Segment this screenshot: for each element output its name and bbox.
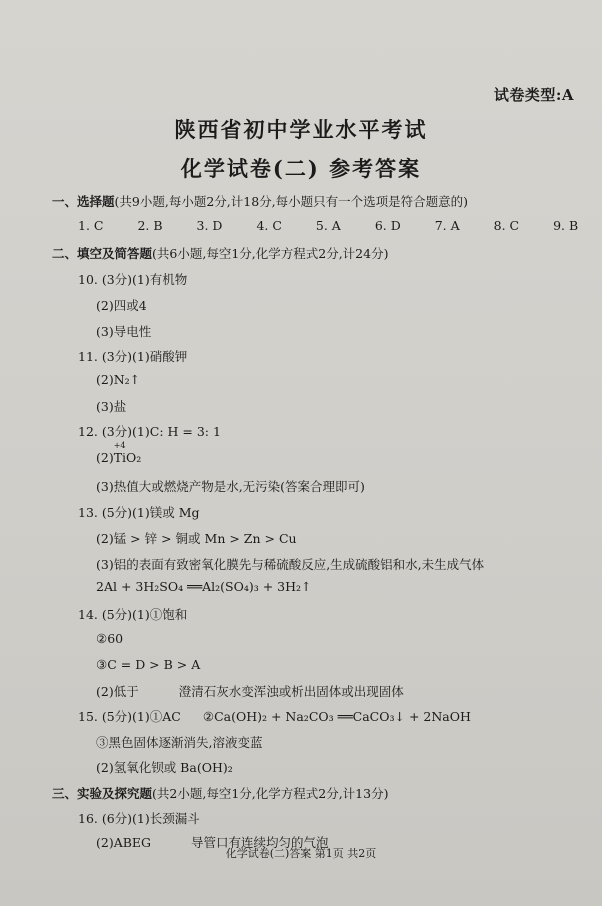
q16-part2-a: (2)ABEG: [96, 835, 152, 850]
q12-answer-3: (3)热值大或燃烧产物是水,无污染(答案合理即可): [96, 479, 365, 494]
page-footer: 化学试卷(二)答案 第1页 共2页: [225, 847, 377, 860]
q16-part2-b: 导管口有连续均匀的气泡: [191, 835, 329, 850]
q12-formula: TiO₂: [113, 450, 142, 465]
section3-note: (共2小题,每空1分,化学方程式2分,计13分): [152, 786, 389, 801]
mc-answer-9: 9. B: [553, 218, 579, 233]
section1-answers: [78, 218, 578, 233]
section3-heading: [52, 784, 388, 802]
mc-answer-5: 5. A: [315, 218, 341, 233]
q11-answer-1: 11. (3分)(1)硝酸钾: [78, 349, 188, 364]
mc-answer-3: 3. D: [196, 218, 223, 233]
q12-answer-2: [96, 441, 142, 465]
q14-part2-b: 澄清石灰水变浑浊或析出固体或出现固体: [178, 684, 404, 699]
q14-answer-2: ②60: [96, 631, 124, 646]
answer-key-title: 化学试卷(二) 参考答案: [180, 156, 422, 181]
q12-valence-mark: +4: [113, 441, 126, 450]
q12-part2-label: (2): [96, 450, 114, 465]
section1-note: (共9小题,每小题2分,计18分,每小题只有一个选项是符合题意的): [114, 194, 469, 209]
q15-part1-a: 15. (5分)(1)①AC: [78, 709, 181, 724]
q15-answer-3: (2)氢氧化钡或 Ba(OH)₂: [96, 760, 233, 775]
q10-answer-3: (3)导电性: [96, 324, 152, 339]
q15-answer-2: ③黑色固体逐渐消失,溶液变蓝: [96, 735, 263, 750]
q13-answer-1: 13. (5分)(1)镁或 Mg: [78, 505, 200, 520]
q15-part1-b: ②Ca(OH)₂ + Na₂CO₃ ══CaCO₃↓ + 2NaOH: [202, 709, 471, 724]
q13-answer-3: (3)铝的表面有致密氧化膜先与稀硫酸反应,生成硫酸铝和水,未生成气体: [96, 557, 485, 572]
section1-head: 一、选择题: [52, 194, 115, 209]
q13-answer-2: (2)锰 > 锌 > 铜或 Mn > Zn > Cu: [96, 531, 297, 546]
q14-answer-3: ③C = D > B > A: [96, 657, 201, 672]
mc-answer-2: 2. B: [137, 218, 163, 233]
section2-heading: [52, 244, 388, 262]
q12-answer-1: 12. (3分)(1)C: H = 3: 1: [78, 424, 221, 439]
mc-answer-7: 7. A: [434, 218, 460, 233]
q14-answer-4: [96, 682, 404, 700]
mc-answer-6: 6. D: [374, 218, 401, 233]
q14-answer-1: 14. (5分)(1)①饱和: [78, 607, 188, 622]
q16-answer-1: 16. (6分)(1)长颈漏斗: [78, 811, 200, 826]
section2-note: (共6小题,每空1分,化学方程式2分,计24分): [152, 246, 389, 261]
q10-answer-2: (2)四或4: [96, 298, 147, 313]
paper-type-label: 试卷类型:A: [493, 86, 574, 104]
section1-heading: [52, 192, 468, 210]
mc-answer-4: 4. C: [256, 218, 282, 233]
mc-answer-8: 8. C: [493, 218, 520, 233]
section3-head: 三、实验及探究题: [52, 786, 153, 801]
exam-title: 陕西省初中学业水平考试: [174, 117, 428, 142]
q11-answer-2: (2)N₂↑: [96, 372, 141, 387]
q13-equation: 2Al + 3H₂SO₄ ══Al₂(SO₄)₃ + 3H₂↑: [96, 579, 312, 594]
mc-answer-1: 1. C: [78, 218, 104, 233]
section2-head: 二、填空及简答题: [52, 246, 153, 261]
q14-part2-a: (2)低于: [96, 684, 139, 699]
q15-answer-1: [78, 707, 471, 725]
q10-answer-1: 10. (3分)(1)有机物: [78, 272, 188, 287]
q11-answer-3: (3)盐: [96, 399, 127, 414]
